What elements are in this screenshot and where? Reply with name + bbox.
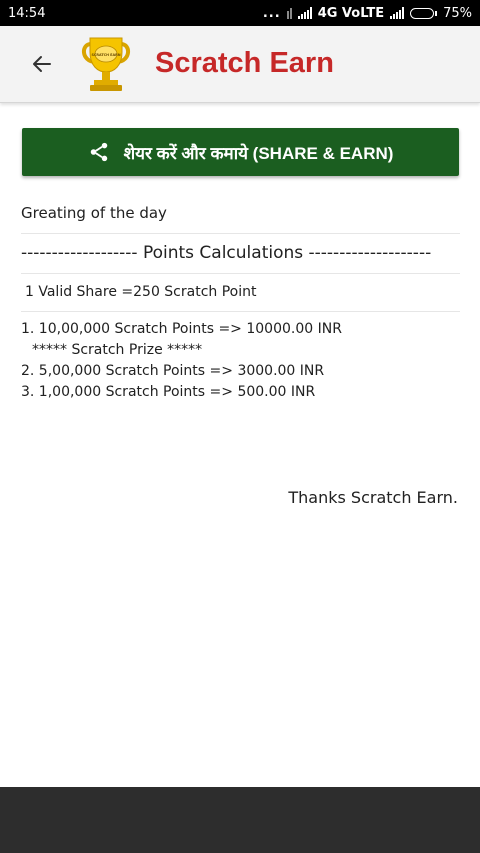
signal-icon-2 (390, 7, 404, 19)
signal-icon (298, 7, 312, 19)
network-type: 4G VoLTE (317, 5, 385, 21)
list-item: ***** Scratch Prize ***** (32, 342, 203, 358)
share-icon (88, 141, 110, 163)
points-calculations-heading: ------------------- Points Calculations -------------------- (21, 243, 432, 263)
bottom-bar (0, 787, 480, 853)
valid-share-text: 1 Valid Share =250 Scratch Point (25, 284, 257, 300)
status-icons (263, 6, 472, 21)
list-item: 1. 10,00,000 Scratch Points => 10000.00 INR (21, 321, 342, 337)
divider (21, 311, 460, 312)
list-item: 3. 1,00,000 Scratch Points => 500.00 INR (21, 384, 316, 400)
back-button[interactable] (22, 48, 62, 80)
status-time: 14:54 (8, 5, 46, 21)
data-transfer-icon (287, 7, 292, 19)
status-bar (0, 0, 480, 26)
notification-dots: ... (262, 5, 281, 21)
divider (21, 273, 460, 274)
app-bar (0, 26, 480, 103)
logo-text: SCRATCH EARN (91, 53, 121, 57)
prize-list (21, 319, 460, 403)
share-earn-button[interactable] (22, 128, 459, 176)
app-title: Scratch Earn (155, 47, 334, 79)
battery-icon (410, 8, 437, 19)
divider (21, 233, 460, 234)
arrow-left-icon (30, 52, 54, 76)
trophy-icon (80, 34, 132, 94)
share-earn-label: शेयर करें और कमाये (SHARE & EARN) (123, 143, 394, 163)
list-item: 2. 5,00,000 Scratch Points => 3000.00 INR (21, 363, 325, 379)
greeting-text: Greating of the day (21, 204, 167, 222)
battery-percent: 75% (443, 5, 472, 21)
thanks-text: Thanks Scratch Earn. (288, 488, 458, 507)
